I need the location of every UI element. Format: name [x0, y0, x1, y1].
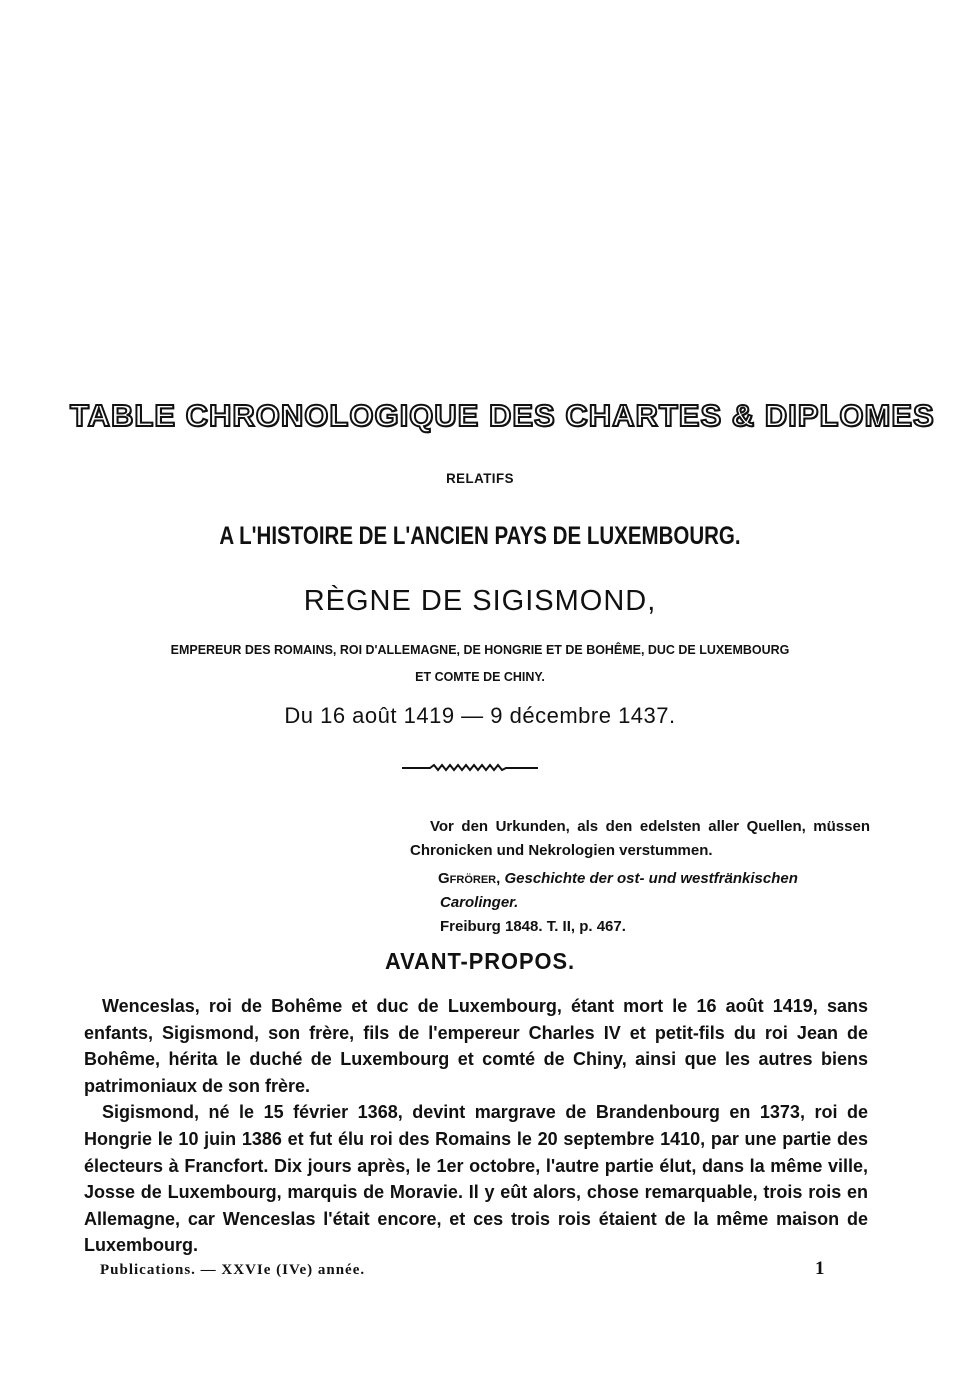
- paragraph-2: Sigismond, né le 15 février 1368, devint margrave de Brandenbourg en 1373, roi de Hongrie le 10 juin 1386 et fut élu roi des Romains le 20 septembre 1410, par une partie des électeurs à Francfort. Dix jours après, le 1er octobre, l'autre partie élut, dans la même ville, Josse de Luxembourg, marquis de Moravie. Il y eût alors, chose remarquable, trois rois en Allemagne, car Wenceslas l'était encore, et ces trois rois étaient de la même maison de Luxembourg.: [84, 1102, 868, 1256]
- epigraph-author: Gfrörer: [438, 870, 497, 887]
- ornament-divider-icon: [400, 760, 540, 774]
- emperor-line-2: ET COMTE DE CHINY.: [415, 669, 545, 684]
- paragraph-1: Wenceslas, roi de Bohême et duc de Luxembourg, étant mort le 16 août 1419, sans enfants, Sigismond, son frère, fils de l'empereur Charles IV et petit-fils du roi Jean de Bohême, hérita le duché de Luxembourg et comté de Chiny, ainsi que les autres biens patrimoniaux de son frère.: [84, 996, 868, 1096]
- epigraph-quote: Vor den Urkunden, als den edelsten aller Quellen, müssen Chronicken und Nekrologien verstummen.: [410, 818, 870, 859]
- page-title: TABLE CHRONOLOGIQUE DES CHARTES & DIPLOMES: [70, 398, 935, 433]
- subtitle: A L'HISTOIRE DE L'ANCIEN PAYS DE LUXEMBOURG.: [219, 522, 741, 550]
- reign-dates: Du 16 août 1419 — 9 décembre 1437.: [284, 703, 676, 728]
- relatifs-label: RELATIFS: [446, 470, 514, 486]
- body-text: [84, 993, 868, 1259]
- epigraph-work: Geschichte der ost- und westfränkischen Carolinger.: [440, 870, 798, 911]
- emperor-line-1: EMPEREUR DES ROMAINS, ROI D'ALLEMAGNE, DE HONGRIE ET DE BOHÊME, DUC DE LUXEMBOURG: [170, 642, 790, 657]
- section-heading: AVANT-PROPOS.: [385, 948, 575, 974]
- running-footer: Publications. — XXVIe (IVe) année.: [100, 1262, 366, 1278]
- emperor-titles: [115, 636, 845, 690]
- epigraph: [410, 815, 870, 939]
- page-number: 1: [815, 1258, 825, 1279]
- reign-heading: RÈGNE DE SIGISMOND,: [303, 585, 657, 617]
- epigraph-place: Freiburg 1848. T. II, p. 467.: [440, 918, 626, 935]
- epigraph-attribution: Gfrörer, Geschichte der ost- und westfränkischen Carolinger. Freiburg 1848. T. II, p. 467.: [438, 870, 798, 935]
